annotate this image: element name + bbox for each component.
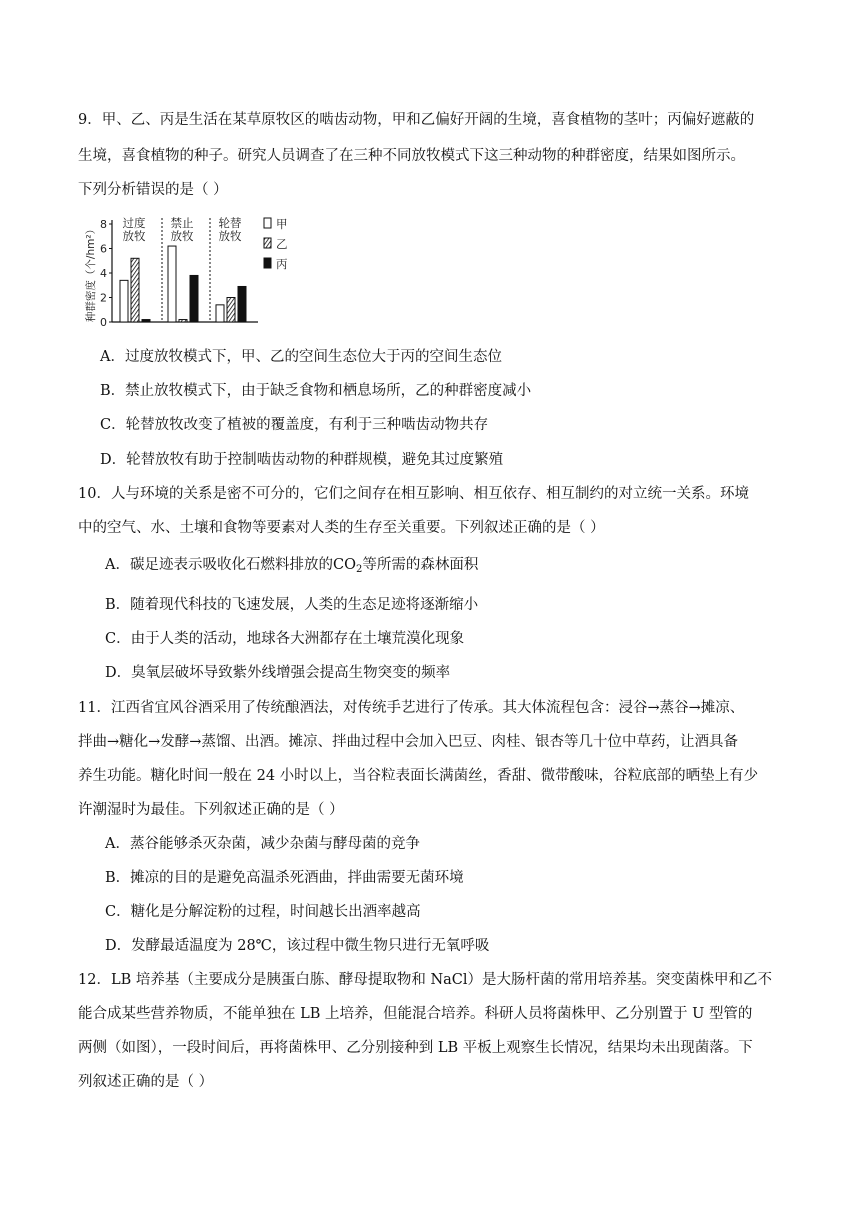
q10-stem-line-2: 中的空气、水、土壤和食物等要素对人类的生存至关重要。下列叙述正确的是（ ） xyxy=(78,520,605,536)
bar-甲 xyxy=(216,305,224,322)
y-tick-label: 2 xyxy=(100,291,107,305)
y-tick-label: 6 xyxy=(100,242,107,256)
q10-option-a-text: A．碳足迹表示吸收化石燃料排放的CO xyxy=(105,557,356,573)
legend-swatch xyxy=(264,218,271,228)
q12-stem-line-2: 能合成某些营养物质，不能单独在 LB 上培养，但能混合培养。科研人员将菌株甲、乙分别置于 U 型管的 xyxy=(78,1006,753,1022)
bar-甲 xyxy=(120,280,128,322)
y-tick-label: 8 xyxy=(100,218,107,231)
q12-stem-line-1: 12．LB 培养基（主要成分是胰蛋白胨、酵母提取物和 NaCl）是大肠杆菌的常用培养基。突变菌株甲和乙不 xyxy=(78,972,773,988)
group-label: 放牧 xyxy=(170,229,194,243)
q10-option-b: B．随着现代科技的飞速发展，人类的生态足迹将逐渐缩小 xyxy=(105,597,479,613)
group-label: 放牧 xyxy=(218,229,242,243)
q10-option-a xyxy=(105,555,478,580)
bar-乙 xyxy=(179,320,187,322)
q11-option-b: B．摊凉的目的是避免高温杀死酒曲，拌曲需要无菌环境 xyxy=(105,870,464,886)
q11-option-a: A．蒸谷能够杀灭杂菌，减少杂菌与酵母菌的竞争 xyxy=(105,836,420,852)
q9-option-b: B．禁止放牧模式下，由于缺乏食物和栖息场所，乙的种群密度减小 xyxy=(100,383,532,399)
legend-label: 丙 xyxy=(276,257,288,271)
bar-丙 xyxy=(190,275,198,322)
q9-option-c: C．轮替放牧改变了植被的覆盖度，有利于三种啮齿动物共存 xyxy=(100,417,489,433)
bar-丙 xyxy=(142,320,150,322)
q10-stem-line-1: 10．人与环境的关系是密不可分的，它们之间存在相互影响、相互依存、相互制约的对立统一关系。环境 xyxy=(78,486,749,502)
legend-swatch xyxy=(264,238,271,248)
bar-丙 xyxy=(238,286,246,322)
group-label: 轮替 xyxy=(218,216,242,230)
legend-label: 乙 xyxy=(276,237,288,251)
q12-stem-line-3: 两侧（如图），一段时间后，再将菌株甲、乙分别接种到 LB 平板上观察生长情况，结果均未出现菌落。下 xyxy=(78,1040,753,1056)
q9-stem-line-3: 下列分析错误的是（ ） xyxy=(78,182,228,198)
y-tick-label: 0 xyxy=(100,316,107,329)
q9-stem-line-1: 9．甲、乙、丙是生活在某草原牧区的啮齿动物，甲和乙偏好开阔的生境，喜食植物的茎叶；丙偏好遮蔽的 xyxy=(78,112,755,128)
q10-option-c: C．由于人类的活动，地球各大洲都存在土壤荒漠化现象 xyxy=(105,631,465,647)
q11-option-d: D．发酵最适温度为 28℃，该过程中微生物只进行无氧呼吸 xyxy=(105,938,490,954)
bar-乙 xyxy=(227,298,235,323)
q11-stem-line-4: 许潮湿时为最佳。下列叙述正确的是（ ） xyxy=(78,802,344,818)
q11-option-c: C．糖化是分解淀粉的过程，时间越长出酒率越高 xyxy=(105,904,421,920)
q12-stem-line-4: 列叙述正确的是（ ） xyxy=(78,1074,214,1090)
group-label: 过度 xyxy=(122,216,146,230)
q9-option-d: D．轮替放牧有助于控制啮齿动物的种群规模，避免其过度繁殖 xyxy=(100,452,504,468)
q9-option-a: A．过度放牧模式下，甲、乙的空间生态位大于丙的空间生态位 xyxy=(100,349,502,365)
legend-swatch xyxy=(264,258,271,268)
q11-stem-line-2: 拌曲→糖化→发酵→蒸馏、出酒。摊凉、拌曲过程中会加入巴豆、肉桂、银杏等几十位中草药，让酒具备 xyxy=(78,734,738,750)
bar-甲 xyxy=(168,246,176,322)
group-label: 禁止 xyxy=(170,216,194,230)
q10-option-a-subscript: 2 xyxy=(355,564,363,575)
q9-stem-line-2: 生境，喜食植物的种子。研究人员调查了在三种不同放牧模式下这三种动物的种群密度，结果如图所示。 xyxy=(78,148,745,164)
q11-stem-line-1: 11．江西省宜风谷酒采用了传统酿酒法，对传统手艺进行了传承。其大体流程包含：浸谷→蒸谷→摊凉、 xyxy=(78,700,745,716)
legend-label: 甲 xyxy=(276,217,288,231)
group-label: 放牧 xyxy=(122,229,146,243)
y-tick-label: 4 xyxy=(100,267,107,280)
population-density-chart xyxy=(78,212,308,332)
y-axis-label: 种群密度（个/hm²） xyxy=(85,223,97,323)
q10-option-d: D．臭氧层破坏导致紫外线增强会提高生物突变的频率 xyxy=(105,665,451,681)
bar-乙 xyxy=(131,258,139,322)
q11-stem-line-3: 养生功能。糖化时间一般在 24 小时以上，当谷粒表面长满菌丝，香甜、微带酸味，谷粒底部的晒垫上有少 xyxy=(78,768,759,784)
q10-option-a-text-end: 等所需的森林面积 xyxy=(362,557,479,573)
